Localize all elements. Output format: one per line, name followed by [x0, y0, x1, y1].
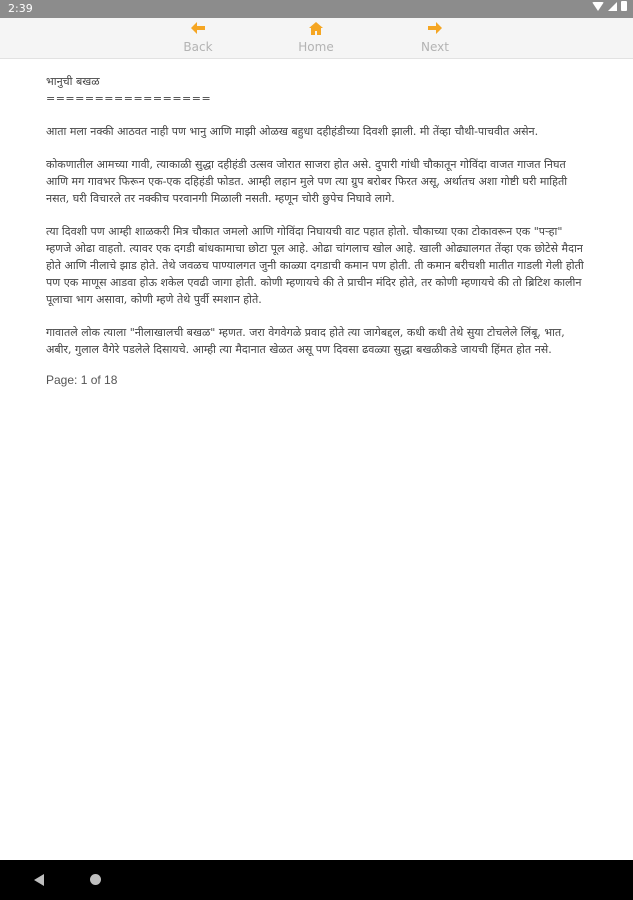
top-toolbar [0, 18, 633, 59]
battery-icon [621, 1, 627, 11]
wifi-icon [592, 2, 604, 11]
next-button[interactable] [395, 22, 475, 54]
article-content [46, 73, 589, 389]
article-title: भानुची बखळ [46, 75, 100, 88]
back-button[interactable] [158, 22, 238, 54]
article-paragraph: गावातले लोक त्याला "नीलाखालची बखळ" म्हणत. जरा वेगवेगळे प्रवाद होते त्या जागेबद्दल, कधी कधी तेथे सुया टोचलेले लिंबू, भात, अबीर, गुलाल वैगेरे पडलेले दिसायचे. आम्ही त्या मैदानात खेळत असू पण दिवसा ढवळ्या सुद्धा बखळीकडे जायची हिंमत होत नसे. [46, 326, 565, 356]
status-bar [0, 0, 633, 18]
signal-icon [608, 2, 617, 11]
status-icons [592, 1, 627, 11]
arrow-left-icon [158, 22, 238, 38]
page-indicator: Page: 1 of 18 [46, 373, 118, 387]
title-underline: ================= [46, 92, 212, 105]
nav-back-icon[interactable] [34, 874, 44, 886]
article-paragraph: कोकणातील आमच्या गावी, त्याकाळी सुद्धा दहीहंडी उत्सव जोरात साजरा होत असे. दुपारी गांधी चौकातून गोविंदा वाजत गाजत निघत आणि मग गावभर फिरून एक-एक दहिहंडी फोडत. आम्ही लहान मुले पण त्या ग्रुप बरोबर फिरत असू, अर्थातच अशा गोष्टी घरी माहिती नसत, घरी विचारले तर नक्कीच परवानगी मिळाली नसती. म्हणून चोरी छुपेच निघावे लागे. [46, 158, 568, 205]
status-time: 2:39 [8, 2, 33, 15]
back-button-label: Back [183, 40, 213, 54]
nav-home-icon[interactable] [90, 874, 101, 885]
next-button-label: Next [421, 40, 449, 54]
article-paragraph: त्या दिवशी पण आम्ही शाळकरी मित्र चौकात जमलो आणि गोविंदा निघायची वाट पहात होतो. चौकाच्या एका टोकावरून एक "पऱ्हा" म्हणजे ओढा वाहतो. त्यावर एक दगडी बांधकामाचा छोटा पूल आहे. ओढा चांगलाच खोल आहे. खाली ओढ्यालगत तेंव्हा एक छोटेसे मैदान होते आणि नीलाचे झाड होते. तेथे जवळच पाण्यालगत जुनी काळ्या दगडाची कमान पण होती. ती कमान बरीचशी मातीत गाडली गेली होती पण एक माणूस आडवा होऊ शकेल एवढी जागा होती. कोणी म्हणायचे की ते प्राचीन मंदिर होते, तर कोणी म्हणायचे की तो ब्रिटिश कालीन पूलाचा भाग असावा, कोणी म्हणे तेथे पुर्वी स्मशान होते. [46, 225, 584, 306]
arrow-right-icon [395, 22, 475, 38]
system-nav-bar [0, 860, 633, 900]
article-paragraph: आता मला नक्की आठवत नाही पण भानु आणि माझी ओळख बहुधा दहीहंडीच्या दिवशी झाली. मी तेंव्हा चौथी-पाचवीत असेन. [46, 125, 539, 138]
home-button[interactable] [276, 22, 356, 54]
home-icon [276, 22, 356, 38]
home-button-label: Home [298, 40, 334, 54]
